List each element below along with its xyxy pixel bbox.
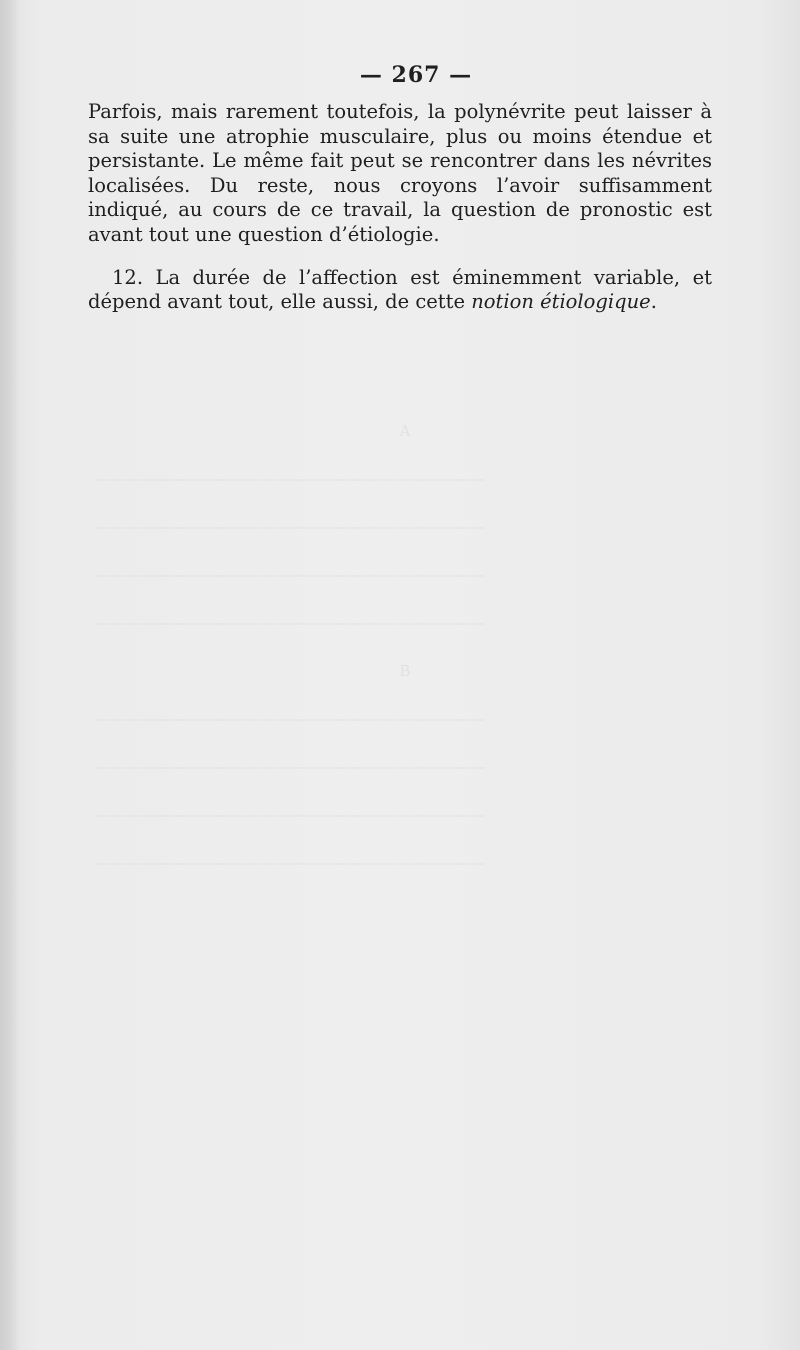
binding-shadow bbox=[0, 0, 20, 1350]
book-page bbox=[78, 52, 718, 1312]
paragraph-duration-emphasis: notion étiologique bbox=[471, 290, 651, 314]
paragraph-duration-tail: . bbox=[650, 290, 657, 314]
paragraph-prognosis: Parfois, mais rarement toutefois, la polynévrite peut laisser à sa suite une atrophie musculaire, plus ou moins étendue et persistante. Le même fait peut se rencontrer dans les névrites localisées. Du reste, nous croyons l’avoir suffisamment indiqué, au cours de ce travail, la question de pronostic est avant tout une question d’étiologie. bbox=[88, 100, 712, 246]
paragraph-duration bbox=[78, 266, 718, 315]
page-number: — 267 — bbox=[359, 62, 473, 88]
paragraph-duration-lead: 12. La durée de l’affection est éminemment variable, et dépend avant tout, elle aussi, de cette bbox=[88, 265, 712, 314]
